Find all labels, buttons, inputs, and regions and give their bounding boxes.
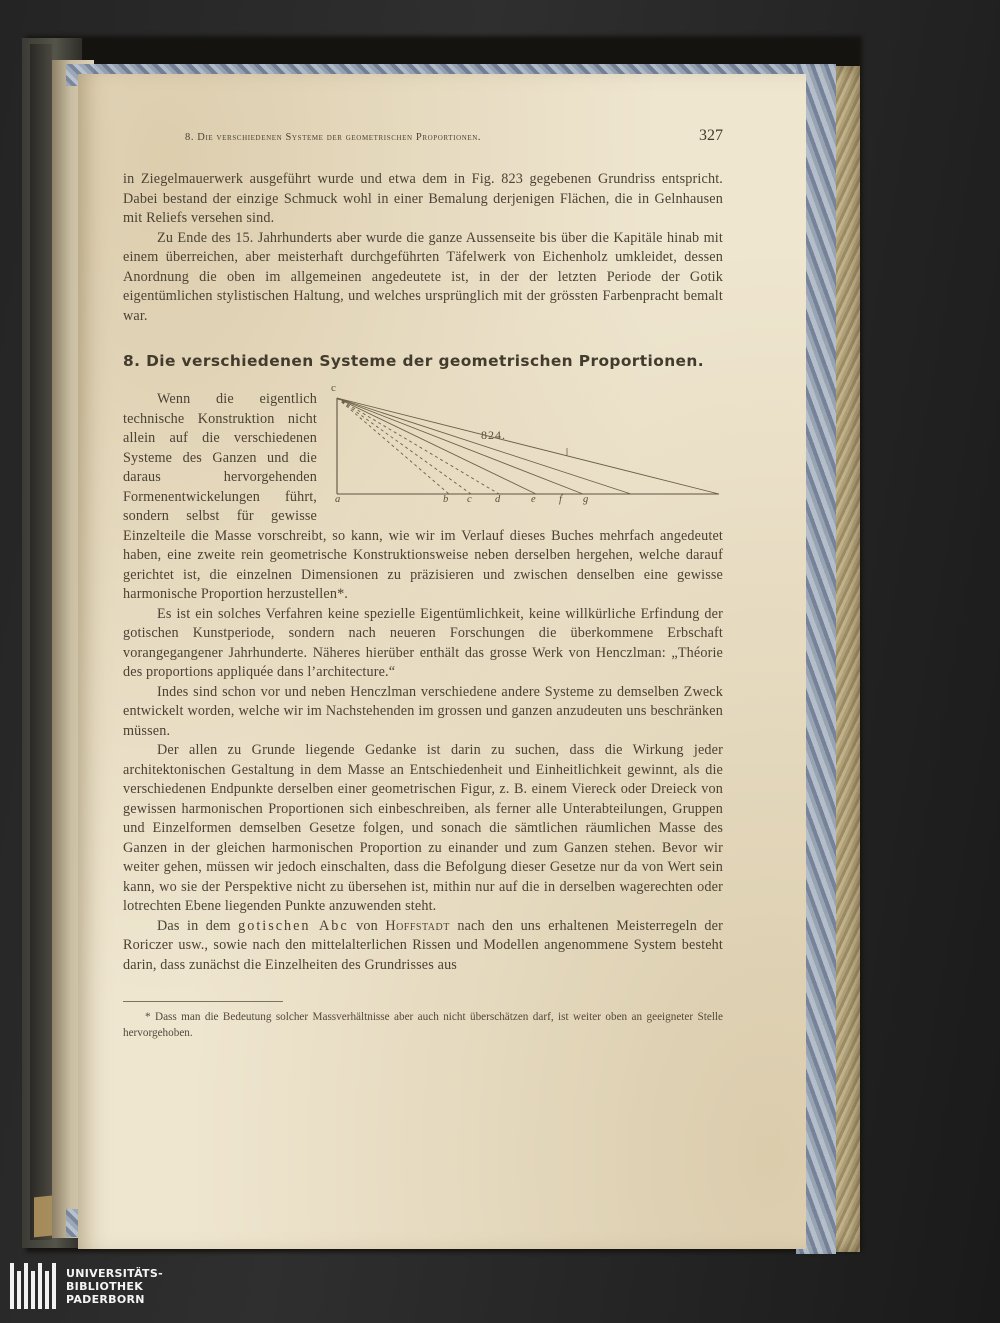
figure-drawing <box>331 382 723 506</box>
book-object <box>22 30 860 1255</box>
footnote-text: * Dass man die Bedeutung solcher Massverhältnisse aber auch nicht überschätzen darf, ist weiter oben an geeigneter Stelle hervorgehoben. <box>123 1011 723 1039</box>
paragraph-5-mid: von <box>348 917 386 934</box>
paragraph-5-rest: nach den uns erhaltenen Meisterregeln der Roriczer usw., sowie nach den mittelalterlichen Rissen und Modellen angenommene System besteht darin, dass zunächst die Einzelheiten des Grundrisses aus <box>123 917 723 973</box>
footnote-divider <box>123 1001 283 1002</box>
page-number: 327 <box>699 127 723 144</box>
paragraph-5-name: Hoffstadt <box>385 917 450 934</box>
paragraph-3: Indes sind schon vor und neben Henczlman verschiedene andere Systeme zu demselben Zweck entwickelt worden, welche wir im Nachstehenden im grossen und ganzen anzudeuten uns beschränken müssen. <box>123 683 723 739</box>
paragraph-5-lead: Das in dem <box>157 917 239 934</box>
running-head-title: 8. Die verschiedenen Systeme der geometrischen Proportionen. <box>185 132 482 143</box>
page-text-block <box>123 127 723 1041</box>
figure-baseline-label-b: b <box>443 494 449 505</box>
library-name-line3: PADERBORN <box>66 1292 145 1306</box>
paragraph-4: Der allen zu Grunde liegende Gedanke ist darin zu suchen, dass die Wirkung jeder architektonischen Gestaltung in dem Masse an Entschiedenheit und Einheitlichkeit gewinnt, als die verschiedenen Endpunkte derselben einer geometrischen Figur, z. B. einem Viereck oder Dreieck von gewissen harmonischen Proportionen sich einbeschreiben, als ferner alle Unterabteilungen, Gruppen und Einzelformen demselben Gesetze folgen, und sonach die sämtlichen räumlichen Masse des Ganzen in der gleichen harmonischen Proportion zu einander und zum Ganzen stehen. Bevor wir weiter gehen, müssen wir jedoch einschalten, dass die Befolgung dieser Gesetze nur da von Wert sein kann, wo sie der Perspektive nicht zu übersehen ist, mithin nur auf die in derselben wagerechten oder lotrechten Ebene liegenden Punkte anzuwenden steht. <box>123 742 723 914</box>
library-watermark <box>10 1263 163 1309</box>
library-name <box>66 1267 163 1306</box>
figure-vertex-label: c <box>331 382 336 394</box>
section-heading: 8. Die verschiedenen Systeme der geometrischen Proportionen. <box>123 352 705 370</box>
figure-baseline-label-f: f <box>559 494 562 505</box>
figure-baseline-label-a: a <box>335 494 341 505</box>
figure-824 <box>331 382 723 506</box>
figure-baseline-label-c: c <box>467 494 472 505</box>
geometric-proportion-diagram <box>331 394 723 506</box>
paragraph-intro: Wenn die eigentlich technische Konstruktion nicht allein auf die verschiedenen Systeme des Ganzen und die daraus hervorgehenden Formenentwickelungen führt, sondern selbst für gewisse Einzelteile die Masse vorschreibt, so kann, wie wir im Verlauf dieses Buches mehrfach angedeutet haben, eine zweite rein geometrische Konstruktionsweise neben derselben hergehen, welche darauf gerichtet ist, die einzelnen Dimensionen zu präzisieren und zwischen denselben eine gewisse harmonische Proportion herzustellen*. <box>123 391 723 602</box>
book-cover-edge <box>30 44 52 1240</box>
running-head <box>123 127 723 154</box>
paragraph-5 <box>123 917 723 976</box>
paragraph-5-term: gotischen Abc <box>238 917 349 934</box>
paragraph-1: in Ziegelmauerwerk ausgeführt wurde und etwa dem in Fig. 823 gegebenen Grundriss entspricht. Dabei bestand der einzige Schmuck wohl in einer Bemalung derjenigen Flächen, die in Gelnhausen mit Reliefs versehen sind. <box>123 171 723 226</box>
figure-baseline-label-e: e <box>531 494 536 505</box>
book-page <box>78 74 806 1249</box>
library-name-line1: UNIVERSITÄTS- <box>66 1266 163 1280</box>
library-name-line2: BIBLIOTHEK <box>66 1279 144 1293</box>
paragraph-2: Zu Ende des 15. Jahrhunderts aber wurde die ganze Aussenseite bis über die Kapitäle hinab mit einem überreichen, aber meisterhaft durchgeführten Täfelwerk von Eichenholz umkleidet, dessen Anordnung die oben im allgemeinen angedeutete ist, in der der letzten Periode der Gotik eigentümlichen stylistischen Haltung, und welches ursprünglich mit der grössten Farbenpracht bemalt war. <box>123 229 723 324</box>
figure-number: 824. <box>481 428 506 442</box>
barcode-icon <box>10 1263 56 1309</box>
figure-baseline-label-d: d <box>495 494 501 505</box>
figure-baseline-label-g: g <box>583 494 589 505</box>
paragraph-wrap: Es ist ein solches Verfahren keine spezielle Eigentümlichkeit, keine willkürliche Erfindung der gotischen Kunstperiode, sondern nach neueren Forschungen die überkommene Erbschaft vorangegangener Jahrhunderte. Näheres hierüber enthält das grosse Werk von Henczlman: „Théorie des proportions appliquée dans l’architecture.“ <box>123 605 723 680</box>
